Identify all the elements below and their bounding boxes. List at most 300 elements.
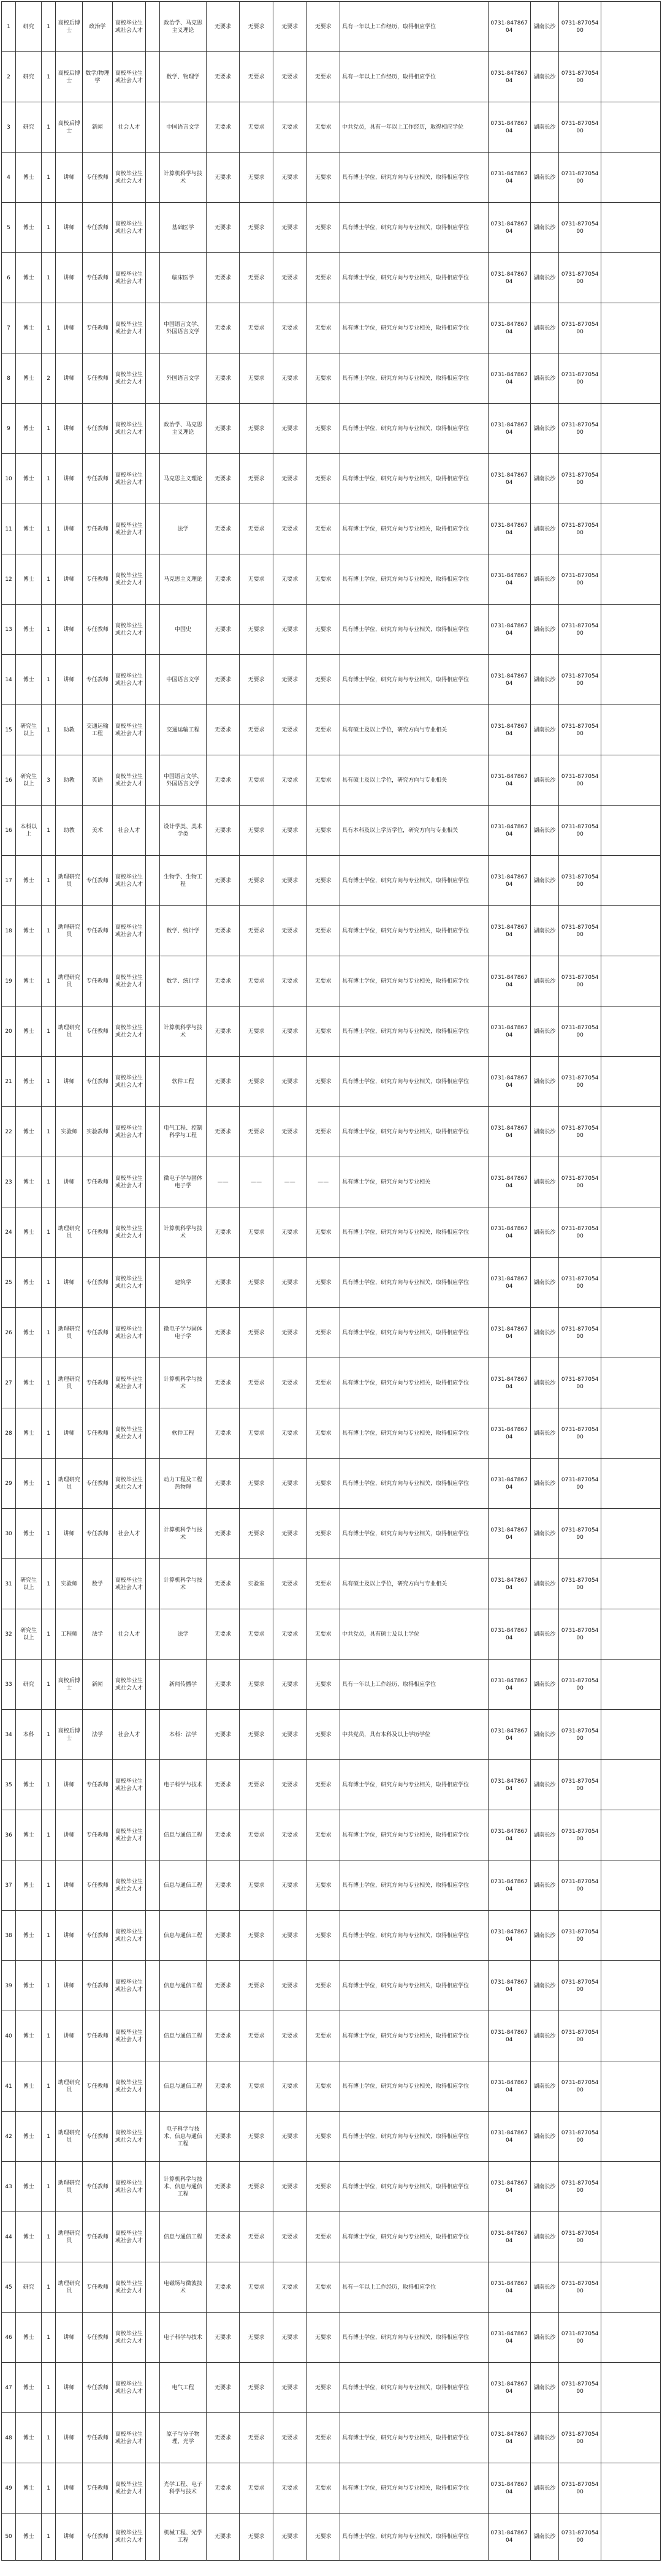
cell-post-type: 讲师: [56, 1810, 83, 1860]
table-row: [2, 1911, 661, 1961]
cell-major: 信息与通信工程: [160, 2212, 207, 2262]
cell-req-1: 无要求: [206, 2212, 240, 2262]
cell-req-4: 无要求: [306, 102, 340, 153]
cell-req-2: 无要求: [240, 303, 273, 353]
cell-blank: [146, 1911, 160, 1961]
cell-post-type: 讲师: [56, 1509, 83, 1559]
cell-req-1: 无要求: [206, 303, 240, 353]
cell-contact: 0731-84786704: [488, 1157, 530, 1207]
cell-post-name: 专任教师: [83, 1760, 112, 1810]
cell-contact: 0731-84786704: [488, 102, 530, 153]
cell-req-4: 无要求: [306, 2413, 340, 2463]
cell-level: 研究生以上: [16, 755, 42, 806]
cell-blank-end: [601, 1559, 661, 1609]
cell-contact: 0731-84786704: [488, 554, 530, 605]
cell-major: 计算机科学与技术: [160, 1007, 207, 1057]
cell-count: 1: [42, 2262, 56, 2313]
cell-remark: 具有本科及以上学历学位，研究方向与专业相关: [340, 806, 488, 856]
cell-index: 21: [2, 1057, 16, 1107]
cell-source: 高校毕业生或社会人才: [112, 303, 146, 353]
cell-source: 高校毕业生或社会人才: [112, 2112, 146, 2162]
cell-req-3: 无要求: [273, 1660, 306, 1710]
table-row: [2, 1961, 661, 2011]
cell-index: 8: [2, 353, 16, 404]
table-row: [2, 1408, 661, 1459]
cell-post-name: 专任教师: [83, 1961, 112, 2011]
cell-major: 信息与通信工程: [160, 1911, 207, 1961]
cell-source: 高校毕业生或社会人才: [112, 755, 146, 806]
cell-phone: 0731-87705400: [559, 2212, 601, 2262]
cell-source: 高校毕业生或社会人才: [112, 353, 146, 404]
table-row: [2, 2463, 661, 2514]
cell-req-2: 无要求: [240, 1007, 273, 1057]
cell-req-4: 无要求: [306, 203, 340, 253]
cell-contact: 0731-84786704: [488, 303, 530, 353]
cell-index: 9: [2, 404, 16, 454]
cell-major: 信息与通信工程: [160, 1810, 207, 1860]
table-row: [2, 1459, 661, 1509]
cell-remark: 具有博士学位，研究方向与专业相关，取得相应学位: [340, 856, 488, 906]
cell-city: 湖南长沙: [530, 2413, 558, 2463]
cell-major: 计算机科学与技术、信息与通信工程: [160, 2162, 207, 2212]
cell-level: 博士: [16, 906, 42, 956]
cell-blank: [146, 1007, 160, 1057]
cell-source: 社会人才: [112, 1509, 146, 1559]
cell-index: 34: [2, 1710, 16, 1760]
cell-post-type: 助理研究员: [56, 1459, 83, 1509]
table-row: [2, 1207, 661, 1258]
cell-req-3: 无要求: [273, 1961, 306, 2011]
cell-req-3: 无要求: [273, 1810, 306, 1860]
cell-post-type: 高校后博士: [56, 102, 83, 153]
cell-req-1: 无要求: [206, 1207, 240, 1258]
cell-req-2: 无要求: [240, 1107, 273, 1157]
cell-post-type: 助理研究员: [56, 1308, 83, 1358]
cell-req-2: 实验室: [240, 1559, 273, 1609]
cell-level: 博士: [16, 1911, 42, 1961]
cell-remark: 具有博士学位，研究方向与专业相关，取得相应学位: [340, 1860, 488, 1911]
cell-req-1: ——: [206, 1157, 240, 1207]
cell-req-3: 无要求: [273, 705, 306, 755]
cell-level: 博士: [16, 153, 42, 203]
cell-req-2: ——: [240, 1157, 273, 1207]
cell-source: 高校毕业生或社会人才: [112, 1007, 146, 1057]
cell-level: 博士: [16, 856, 42, 906]
cell-source: 高校毕业生或社会人才: [112, 956, 146, 1007]
cell-blank-end: [601, 554, 661, 605]
cell-remark: 具有博士学位，研究方向与专业相关，取得相应学位: [340, 2363, 488, 2413]
cell-post-name: 交通运输工程: [83, 705, 112, 755]
cell-source: 高校毕业生或社会人才: [112, 1107, 146, 1157]
cell-level: 博士: [16, 1810, 42, 1860]
cell-level: 博士: [16, 1459, 42, 1509]
cell-contact: 0731-84786704: [488, 1308, 530, 1358]
cell-req-3: 无要求: [273, 906, 306, 956]
cell-index: 39: [2, 1961, 16, 2011]
cell-phone: 0731-87705400: [559, 404, 601, 454]
cell-city: 湖南长沙: [530, 2011, 558, 2061]
cell-req-4: 无要求: [306, 2061, 340, 2112]
cell-phone: 0731-87705400: [559, 2313, 601, 2363]
cell-source: 高校毕业生或社会人才: [112, 454, 146, 504]
cell-blank-end: [601, 1107, 661, 1157]
cell-city: 湖南长沙: [530, 1710, 558, 1760]
cell-contact: 0731-84786704: [488, 404, 530, 454]
cell-city: 湖南长沙: [530, 806, 558, 856]
cell-req-3: 无要求: [273, 806, 306, 856]
cell-count: 1: [42, 605, 56, 655]
cell-index: 25: [2, 1258, 16, 1308]
cell-blank: [146, 1660, 160, 1710]
cell-blank: [146, 2262, 160, 2313]
cell-index: 12: [2, 554, 16, 605]
cell-source: 高校毕业生或社会人才: [112, 2413, 146, 2463]
cell-contact: 0731-84786704: [488, 1609, 530, 1660]
cell-major: 外国语言文学: [160, 353, 207, 404]
cell-post-type: 讲师: [56, 1157, 83, 1207]
cell-source: 高校毕业生或社会人才: [112, 1459, 146, 1509]
cell-req-2: 无要求: [240, 1358, 273, 1408]
cell-count: 1: [42, 2011, 56, 2061]
cell-remark: 具有一年以上工作经历，取得相应学位: [340, 2262, 488, 2313]
cell-req-2: 无要求: [240, 1860, 273, 1911]
cell-blank: [146, 1459, 160, 1509]
cell-source: 高校毕业生或社会人才: [112, 2162, 146, 2212]
cell-blank-end: [601, 2313, 661, 2363]
cell-major: 本科：法学: [160, 1710, 207, 1760]
cell-req-4: 无要求: [306, 2162, 340, 2212]
cell-city: 湖南长沙: [530, 906, 558, 956]
cell-remark: 具有博士学位，研究方向与专业相关，取得相应学位: [340, 1911, 488, 1961]
cell-phone: 0731-87705400: [559, 303, 601, 353]
cell-contact: 0731-84786704: [488, 956, 530, 1007]
table-row: [2, 1810, 661, 1860]
cell-req-1: 无要求: [206, 1911, 240, 1961]
cell-count: 1: [42, 303, 56, 353]
cell-source: 高校毕业生或社会人才: [112, 2463, 146, 2514]
cell-req-4: 无要求: [306, 2463, 340, 2514]
cell-count: 1: [42, 1710, 56, 1760]
cell-count: 1: [42, 102, 56, 153]
cell-post-name: 英语: [83, 755, 112, 806]
cell-blank-end: [601, 1157, 661, 1207]
cell-phone: 0731-87705400: [559, 1107, 601, 1157]
cell-post-type: 助理研究员: [56, 2061, 83, 2112]
cell-blank: [146, 1559, 160, 1609]
cell-req-1: 无要求: [206, 956, 240, 1007]
cell-blank: [146, 806, 160, 856]
cell-level: 博士: [16, 2011, 42, 2061]
cell-phone: 0731-87705400: [559, 1559, 601, 1609]
cell-source: 高校毕业生或社会人才: [112, 1157, 146, 1207]
cell-req-1: 无要求: [206, 1358, 240, 1408]
cell-blank: [146, 2162, 160, 2212]
cell-city: 湖南长沙: [530, 504, 558, 554]
cell-count: 1: [42, 1007, 56, 1057]
cell-index: 4: [2, 153, 16, 203]
cell-phone: 0731-87705400: [559, 203, 601, 253]
cell-contact: 0731-84786704: [488, 1207, 530, 1258]
cell-req-3: 无要求: [273, 1358, 306, 1408]
cell-index: 31: [2, 1559, 16, 1609]
cell-blank-end: [601, 655, 661, 705]
cell-contact: 0731-84786704: [488, 203, 530, 253]
cell-blank-end: [601, 203, 661, 253]
table-row: [2, 2212, 661, 2262]
cell-post-name: 专任教师: [83, 504, 112, 554]
cell-req-1: 无要求: [206, 1810, 240, 1860]
cell-post-type: 讲师: [56, 1760, 83, 1810]
cell-level: 博士: [16, 1258, 42, 1308]
cell-level: 博士: [16, 2162, 42, 2212]
cell-req-3: 无要求: [273, 1308, 306, 1358]
cell-level: 研究: [16, 2, 42, 52]
cell-req-2: 无要求: [240, 655, 273, 705]
cell-contact: 0731-84786704: [488, 1660, 530, 1710]
cell-count: 1: [42, 404, 56, 454]
cell-req-2: 无要求: [240, 956, 273, 1007]
cell-req-1: 无要求: [206, 755, 240, 806]
cell-post-name: 专任教师: [83, 1810, 112, 1860]
cell-index: 45: [2, 2262, 16, 2313]
table-body: [2, 2, 661, 2561]
cell-remark: 中共党员，具有一年以上工作经历，取得相应学位: [340, 102, 488, 153]
cell-post-name: 美术: [83, 806, 112, 856]
cell-blank-end: [601, 1308, 661, 1358]
cell-req-3: 无要求: [273, 1710, 306, 1760]
cell-source: 高校毕业生或社会人才: [112, 404, 146, 454]
cell-level: 博士: [16, 1509, 42, 1559]
table-row: [2, 1609, 661, 1660]
cell-major: 动力工程及工程热物理: [160, 1459, 207, 1509]
cell-level: 博士: [16, 1961, 42, 2011]
cell-post-name: 实验教师: [83, 1107, 112, 1157]
cell-contact: 0731-84786704: [488, 2061, 530, 2112]
cell-count: 1: [42, 1660, 56, 1710]
cell-req-2: 无要求: [240, 253, 273, 303]
cell-count: 1: [42, 1358, 56, 1408]
cell-remark: 中共党员，具有本科及以上学历学位: [340, 1710, 488, 1760]
cell-source: 高校毕业生或社会人才: [112, 1057, 146, 1107]
cell-count: 1: [42, 2, 56, 52]
table-row: [2, 1559, 661, 1609]
cell-index: 37: [2, 1860, 16, 1911]
cell-level: 博士: [16, 1107, 42, 1157]
cell-blank-end: [601, 303, 661, 353]
cell-req-2: 无要求: [240, 1760, 273, 1810]
cell-level: 研究生以上: [16, 1609, 42, 1660]
cell-blank: [146, 1157, 160, 1207]
cell-contact: 0731-84786704: [488, 1860, 530, 1911]
cell-req-4: 无要求: [306, 1559, 340, 1609]
cell-contact: 0731-84786704: [488, 353, 530, 404]
cell-count: 1: [42, 1157, 56, 1207]
cell-level: 博士: [16, 1860, 42, 1911]
cell-major: 中国史: [160, 605, 207, 655]
cell-req-1: 无要求: [206, 1459, 240, 1509]
cell-major: 中国语言文学: [160, 102, 207, 153]
cell-req-2: 无要求: [240, 2, 273, 52]
cell-source: 高校毕业生或社会人才: [112, 153, 146, 203]
cell-blank: [146, 454, 160, 504]
cell-source: 高校毕业生或社会人才: [112, 1760, 146, 1810]
table-row: [2, 1308, 661, 1358]
cell-req-2: 无要求: [240, 353, 273, 404]
cell-blank-end: [601, 2061, 661, 2112]
cell-city: 湖南长沙: [530, 1609, 558, 1660]
cell-level: 博士: [16, 1007, 42, 1057]
cell-city: 湖南长沙: [530, 2, 558, 52]
cell-count: 1: [42, 52, 56, 102]
cell-index: 42: [2, 2112, 16, 2162]
cell-major: 软件工程: [160, 1057, 207, 1107]
cell-index: 26: [2, 1308, 16, 1358]
cell-blank: [146, 956, 160, 1007]
cell-post-type: 助教: [56, 755, 83, 806]
cell-city: 湖南长沙: [530, 2463, 558, 2514]
cell-source: 高校毕业生或社会人才: [112, 2313, 146, 2363]
cell-post-type: 助教: [56, 806, 83, 856]
cell-blank-end: [601, 253, 661, 303]
cell-blank-end: [601, 1911, 661, 1961]
cell-count: 1: [42, 1258, 56, 1308]
cell-city: 湖南长沙: [530, 2112, 558, 2162]
cell-contact: 0731-84786704: [488, 1408, 530, 1459]
cell-req-2: 无要求: [240, 806, 273, 856]
table-row: [2, 1710, 661, 1760]
cell-city: 湖南长沙: [530, 1007, 558, 1057]
cell-source: 高校毕业生或社会人才: [112, 1207, 146, 1258]
cell-post-type: 助理研究员: [56, 906, 83, 956]
cell-req-1: 无要求: [206, 856, 240, 906]
cell-post-name: 政治学: [83, 2, 112, 52]
cell-index: 7: [2, 303, 16, 353]
cell-remark: 具有博士学位，研究方向与专业相关，取得相应学位: [340, 253, 488, 303]
cell-blank: [146, 1609, 160, 1660]
cell-city: 湖南长沙: [530, 1308, 558, 1358]
cell-blank-end: [601, 2162, 661, 2212]
cell-req-4: 无要求: [306, 404, 340, 454]
cell-city: 湖南长沙: [530, 1509, 558, 1559]
cell-contact: 0731-84786704: [488, 2514, 530, 2561]
table-row: [2, 2413, 661, 2463]
cell-remark: 具有博士学位，研究方向与专业相关，取得相应学位: [340, 1358, 488, 1408]
cell-major: 信息与通信工程: [160, 2061, 207, 2112]
cell-blank: [146, 1358, 160, 1408]
cell-contact: 0731-84786704: [488, 1057, 530, 1107]
cell-req-1: 无要求: [206, 1057, 240, 1107]
cell-req-2: 无要求: [240, 2363, 273, 2413]
cell-post-name: 专任教师: [83, 454, 112, 504]
cell-post-type: 讲师: [56, 1860, 83, 1911]
cell-post-type: 讲师: [56, 2413, 83, 2463]
cell-remark: 具有博士学位，研究方向与专业相关，取得相应学位: [340, 554, 488, 605]
cell-req-1: 无要求: [206, 2162, 240, 2212]
cell-contact: 0731-84786704: [488, 2262, 530, 2313]
cell-index: 49: [2, 2463, 16, 2514]
cell-major: 微电子学与固体电子学: [160, 1157, 207, 1207]
cell-phone: 0731-87705400: [559, 153, 601, 203]
cell-req-3: 无要求: [273, 454, 306, 504]
cell-major: 电子科学与技术: [160, 2313, 207, 2363]
cell-req-3: 无要求: [273, 1007, 306, 1057]
cell-city: 湖南长沙: [530, 1408, 558, 1459]
cell-source: 高校毕业生或社会人才: [112, 1961, 146, 2011]
cell-req-1: 无要求: [206, 404, 240, 454]
cell-phone: 0731-87705400: [559, 454, 601, 504]
cell-req-3: 无要求: [273, 1258, 306, 1308]
cell-req-4: 无要求: [306, 153, 340, 203]
cell-req-2: 无要求: [240, 906, 273, 956]
cell-req-4: 无要求: [306, 2212, 340, 2262]
cell-req-3: 无要求: [273, 1057, 306, 1107]
cell-req-2: 无要求: [240, 1660, 273, 1710]
cell-phone: 0731-87705400: [559, 1760, 601, 1810]
cell-level: 研究: [16, 1660, 42, 1710]
cell-phone: 0731-87705400: [559, 1810, 601, 1860]
cell-req-3: 无要求: [273, 2363, 306, 2413]
cell-req-2: 无要求: [240, 1810, 273, 1860]
cell-city: 湖南长沙: [530, 1860, 558, 1911]
cell-level: 博士: [16, 353, 42, 404]
cell-req-4: 无要求: [306, 1408, 340, 1459]
cell-req-3: 无要求: [273, 203, 306, 253]
cell-blank-end: [601, 1007, 661, 1057]
cell-city: 湖南长沙: [530, 856, 558, 906]
cell-req-2: 无要求: [240, 1057, 273, 1107]
cell-post-type: 讲师: [56, 2313, 83, 2363]
cell-index: 1: [2, 2, 16, 52]
cell-post-name: 专任教师: [83, 1911, 112, 1961]
cell-index: 41: [2, 2061, 16, 2112]
table-row: [2, 906, 661, 956]
cell-source: 高校毕业生或社会人才: [112, 856, 146, 906]
cell-phone: 0731-87705400: [559, 2363, 601, 2413]
cell-level: 博士: [16, 2514, 42, 2561]
cell-level: 博士: [16, 1308, 42, 1358]
cell-req-4: 无要求: [306, 353, 340, 404]
cell-remark: 具有博士学位，研究方向与专业相关，取得相应学位: [340, 2061, 488, 2112]
cell-post-name: 专任教师: [83, 2262, 112, 2313]
cell-post-name: 专任教师: [83, 2313, 112, 2363]
cell-blank-end: [601, 2112, 661, 2162]
cell-contact: 0731-84786704: [488, 1007, 530, 1057]
cell-req-4: 无要求: [306, 1258, 340, 1308]
table-row: [2, 303, 661, 353]
cell-major: 法学: [160, 1609, 207, 1660]
cell-major: 临床医学: [160, 253, 207, 303]
cell-req-1: 无要求: [206, 2514, 240, 2561]
cell-count: 2: [42, 353, 56, 404]
cell-req-4: 无要求: [306, 1961, 340, 2011]
cell-major: 法学: [160, 504, 207, 554]
cell-source: 高校毕业生或社会人才: [112, 705, 146, 755]
cell-index: 15: [2, 705, 16, 755]
table-row: [2, 2514, 661, 2561]
cell-count: 1: [42, 655, 56, 705]
cell-source: 高校毕业生或社会人才: [112, 1660, 146, 1710]
cell-blank-end: [601, 856, 661, 906]
cell-req-1: 无要求: [206, 1007, 240, 1057]
table-row: [2, 655, 661, 705]
cell-remark: 具有博士学位，研究方向与专业相关，取得相应学位: [340, 504, 488, 554]
cell-req-4: 无要求: [306, 1609, 340, 1660]
cell-city: 湖南长沙: [530, 2363, 558, 2413]
cell-req-1: 无要求: [206, 1308, 240, 1358]
cell-city: 湖南长沙: [530, 1459, 558, 1509]
cell-count: 1: [42, 1207, 56, 1258]
cell-index: 44: [2, 2212, 16, 2262]
